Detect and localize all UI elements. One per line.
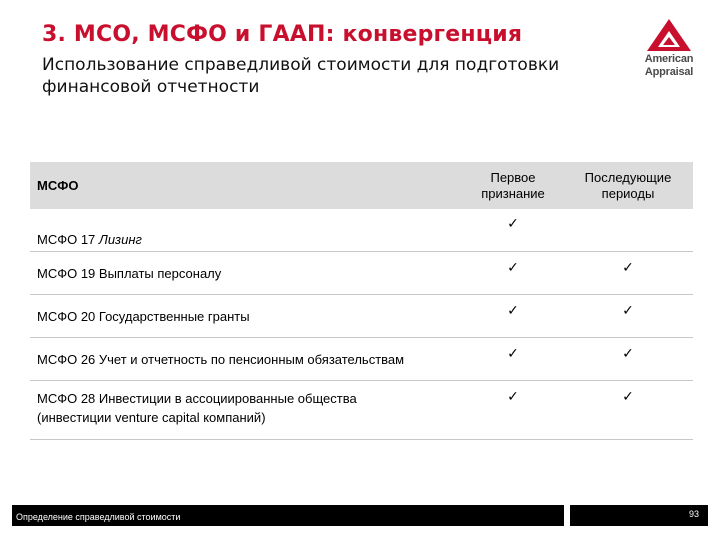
- logo-text-line2: Appraisal: [644, 66, 694, 78]
- ifrs-table: [30, 162, 693, 440]
- row-name-line1: МСФО 28 Инвестиции в ассоциированные общества: [37, 391, 357, 406]
- table-header-row: [30, 162, 693, 209]
- page-number: 93: [688, 509, 699, 519]
- table-row: [30, 295, 693, 338]
- american-appraisal-logo: [638, 18, 700, 88]
- footer-text: Определение справедливой стоимости: [16, 512, 181, 522]
- check-first-recognition: ✓: [463, 295, 563, 338]
- table-row: [30, 338, 693, 381]
- logo-text-line1: American: [644, 53, 694, 65]
- page-number-box: [570, 505, 708, 526]
- header-subsequent-periods: Последующие периоды: [563, 162, 693, 209]
- check-first-recognition: ✓: [463, 338, 563, 381]
- check-first-recognition: ✓: [463, 381, 563, 440]
- footer-bar: [12, 505, 564, 526]
- row-name-prefix: МСФО 17: [37, 232, 99, 247]
- row-standard-name: МСФО 19 Выплаты персоналу: [30, 252, 463, 295]
- row-standard-name: [30, 381, 463, 440]
- check-first-recognition: ✓: [463, 209, 563, 252]
- check-subsequent: ✓: [563, 338, 693, 381]
- check-first-recognition: ✓: [463, 252, 563, 295]
- row-standard-name: МСФО 26 Учет и отчетность по пенсионным обязательствам: [30, 338, 463, 381]
- check-subsequent: [563, 209, 693, 252]
- check-subsequent: ✓: [563, 295, 693, 338]
- check-subsequent: ✓: [563, 381, 693, 440]
- slide-title: 3. МСО, МСФО и ГААП: конвергенция: [42, 22, 523, 47]
- row-name-italic: Лизинг: [98, 232, 142, 247]
- header-first-recognition: Первое признание: [463, 162, 563, 209]
- triangle-logo-icon: [646, 18, 692, 52]
- row-standard-name: МСФО 20 Государственные гранты: [30, 295, 463, 338]
- table-row: [30, 381, 693, 440]
- row-name-line2: (инвестиции venture capital компаний): [37, 410, 266, 425]
- header-ifrs: МСФО: [30, 162, 463, 209]
- slide-subtitle: Использование справедливой стоимости для подготовки финансовой отчетности: [42, 55, 560, 97]
- row-standard-name: [30, 209, 463, 252]
- check-subsequent: ✓: [563, 252, 693, 295]
- table-row: [30, 209, 693, 252]
- table-row: [30, 252, 693, 295]
